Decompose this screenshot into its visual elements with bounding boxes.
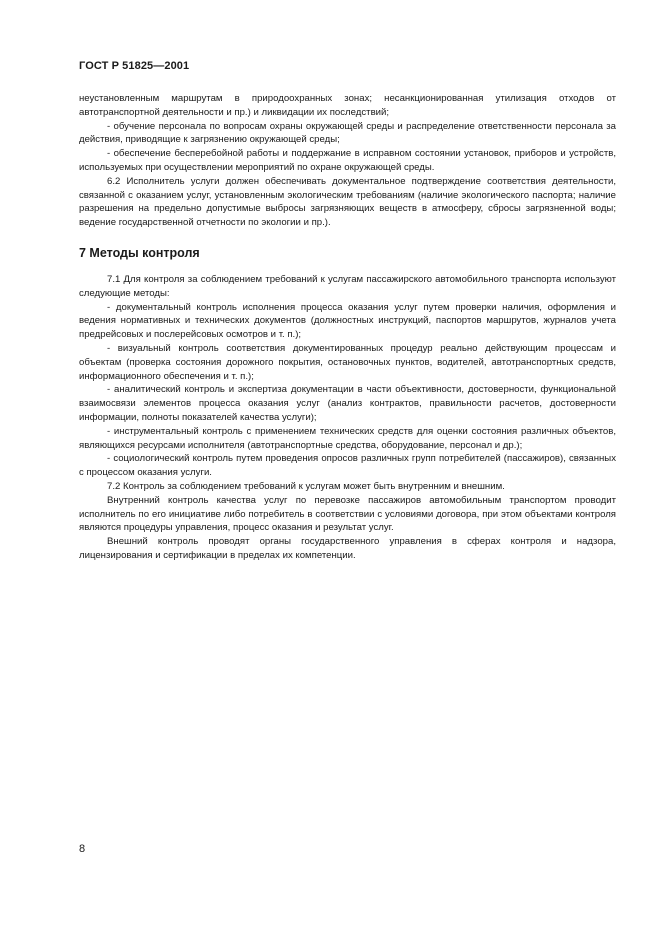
section-title: 7 Методы контроля (79, 245, 200, 260)
page-number: 8 (79, 843, 86, 855)
list-item: - аналитический контроль и экспертиза документации в части объективности, достоверности, функциональной взаимосвязи элементов процесса оказания услуг (анализ контрактов, правильности расчетов, достоверности информации, полноты показателей качества услуги); (79, 384, 616, 423)
paragraph-continuation: неустановленным маршрутам в природоохранных зонах; несанкционированная утилизация отходов от автотранспортной деятельности и пр.) и ликвидации их последствий; (79, 93, 616, 118)
list-item: - визуальный контроль соответствия документированных процедур реально действующим процессам и объектам (проверка состояния дорожного покрытия, остановочных пунктов, водителей, автотранспортных средств, информационного обеспечения и т. п.); (79, 342, 616, 382)
clause-6-2: 6.2 Исполнитель услуги должен обеспечивать документальное подтверждение соответствия деятельности, связанной с оказанием услуг, установленным экологическим требованиям (наличие экологического паспорта; наличие разрешения на предельно допустимые выбросы загрязняющих веществ в атмосферу, сбросы загрязненной воды; ведение государственной отчетности по экологии и пр.). (79, 175, 616, 229)
list-item: - инструментальный контроль с применением технических средств для оценки состояния различных объектов, являющихся ресурсами исполнителя (автотранспортные средства, оборудование, персонал и др.); (79, 425, 616, 451)
list-item: - социологический контроль путем проведения опросов различных групп потребителей (пассажиров), связанных с процессом оказания услуги. (79, 453, 616, 479)
document-header: ГОСТ Р 51825—2001 (79, 60, 190, 72)
paragraph: Внешний контроль проводят органы государственного управления в сферах контроля и надзора, лицензирования и сертификации в пределах их компетенции. (79, 536, 616, 561)
page-content (79, 92, 616, 563)
clause-7-2: 7.2 Контроль за соблюдением требований к услугам может быть внутренним и внешним. (107, 480, 505, 492)
list-item: - обучение персонала по вопросам охраны окружающей среды и распределение ответственности персонала за действия, приводящие к загрязнению окружающей среды; (79, 120, 616, 146)
clause-7-1: 7.1 Для контроля за соблюдением требований к услугам пассажирского автомобильного транспорта используют следующие методы: (79, 273, 616, 299)
list-item: - документальный контроль исполнения процесса оказания услуг путем проверки наличия, оформления и ведения нормативных и технических документов (должностных инструкций, паспортов маршрутов, журналов учета предрейсовых и послерейсовых осмотров и т. п.); (79, 301, 616, 341)
list-item: - обеспечение бесперебойной работы и поддержание в исправном состоянии установок, приборов и устройств, используемых при осуществлении мероприятий по охране окружающей среды. (79, 148, 616, 173)
paragraph: Внутренний контроль качества услуг по перевозке пассажиров автомобильным транспортом проводит исполнитель по его инициативе либо потребитель в соответствии с условиями договора, при этом объектами контроля являются процедуры управления, процесс оказания и результат услуг. (79, 494, 616, 534)
